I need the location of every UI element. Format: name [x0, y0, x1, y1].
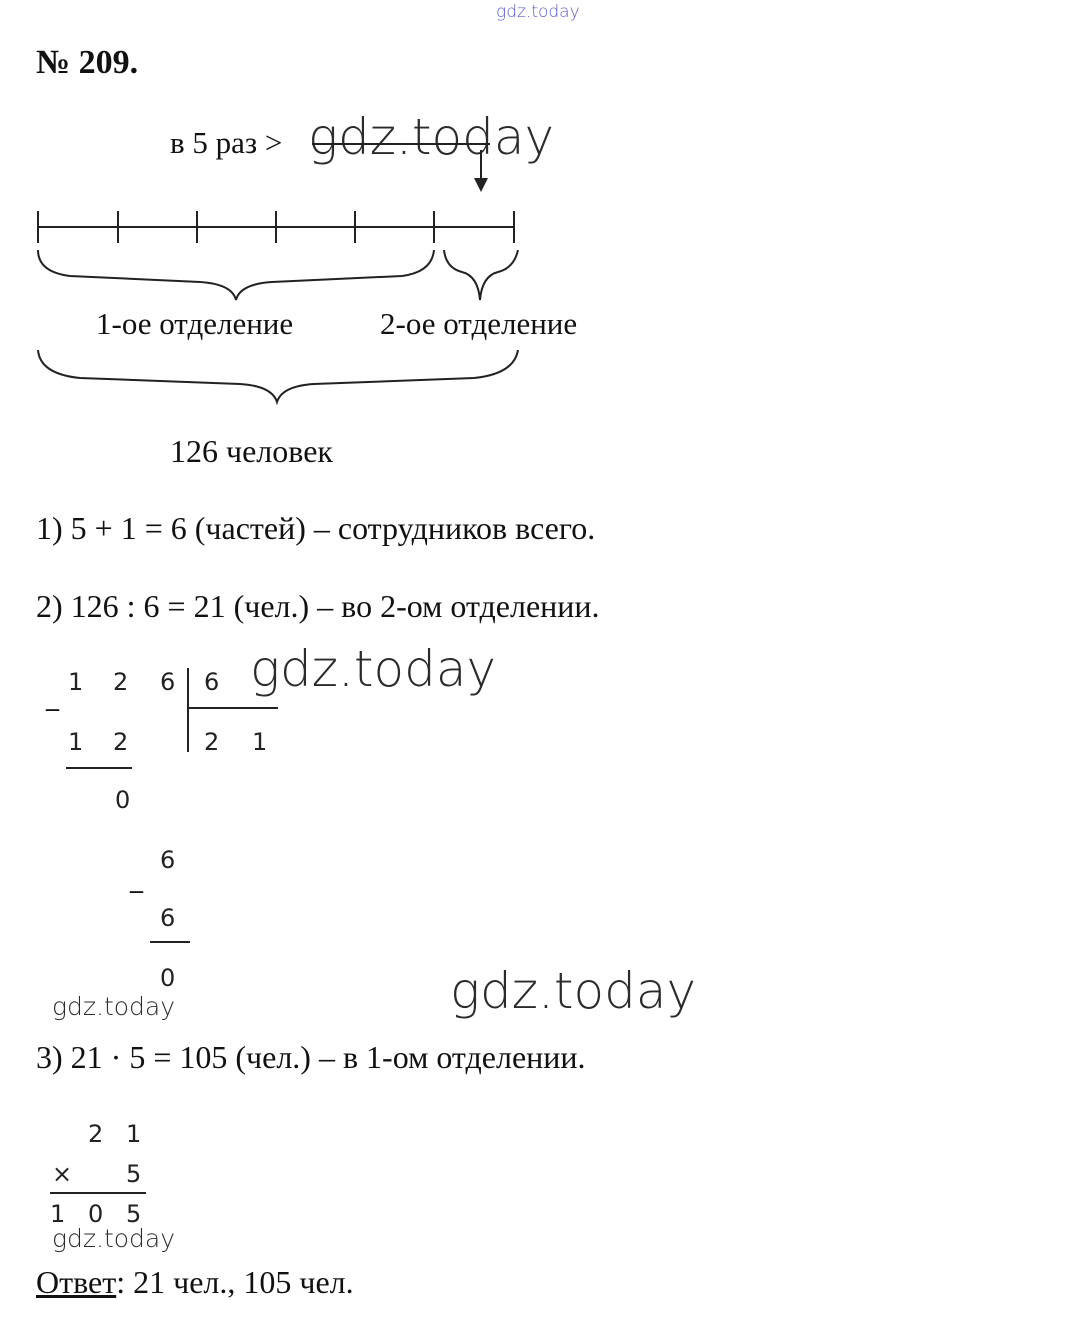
- dept1-label: 1-ое отделение: [96, 306, 294, 341]
- mult-result-digit: 5: [126, 1200, 142, 1228]
- mult-top-digit: 1: [126, 1120, 142, 1148]
- bring-down-digit: 6: [160, 846, 176, 874]
- dividend-digit: 2: [113, 668, 129, 696]
- answer: [36, 1264, 354, 1301]
- minus-sign-2: _: [130, 864, 143, 894]
- answer-text: : 21 чел., 105 чел.: [116, 1264, 354, 1300]
- minus-sign-1: _: [46, 682, 59, 712]
- total-label: 126 человек: [170, 433, 333, 469]
- mult-bottom-digit: 5: [126, 1160, 142, 1188]
- divisor: 6: [204, 668, 220, 696]
- step-3: 3) 21 · 5 = 105 (чел.) – в 1-ом отделении.: [36, 1039, 586, 1075]
- sub1-digit: 2: [113, 728, 129, 756]
- remainder-2: 0: [160, 964, 176, 992]
- watermark-1: gdz.today: [308, 108, 555, 166]
- sub2-digit: 6: [160, 904, 176, 932]
- quotient-digit: 1: [252, 728, 268, 756]
- mult-sign: ×: [52, 1160, 73, 1188]
- mult-result-digit: 0: [88, 1200, 104, 1228]
- remainder-1: 0: [115, 786, 131, 814]
- problem-number: № 209.: [36, 44, 139, 81]
- quotient-digit: 2: [204, 728, 220, 756]
- dept2-label: 2-ое отделение: [380, 306, 578, 341]
- arrow-head-icon: [474, 178, 488, 192]
- brace-dept2: [444, 250, 518, 300]
- answer-label: Ответ: [36, 1264, 117, 1300]
- watermark-2: gdz.today: [250, 640, 497, 698]
- watermark-5: gdz.today: [52, 1224, 176, 1253]
- mult-top-digit: 2: [88, 1120, 104, 1148]
- dividend-digit: 1: [68, 668, 84, 696]
- watermark-3: gdz.today: [450, 962, 697, 1020]
- watermark-top: gdz.today: [496, 2, 580, 22]
- dividend-digit: 6: [160, 668, 176, 696]
- watermark-4: gdz.today: [52, 992, 176, 1021]
- mult-line: [0, 0, 200, 1220]
- mult-result-digit: 1: [50, 1200, 66, 1228]
- step-2: 2) 126 : 6 = 21 (чел.) – во 2-ом отделении.: [36, 588, 600, 624]
- ratio-label: в 5 раз >: [170, 125, 283, 160]
- sub1-digit: 1: [68, 728, 84, 756]
- step-1: 1) 5 + 1 = 6 (частей) – сотрудников всего.: [36, 510, 596, 546]
